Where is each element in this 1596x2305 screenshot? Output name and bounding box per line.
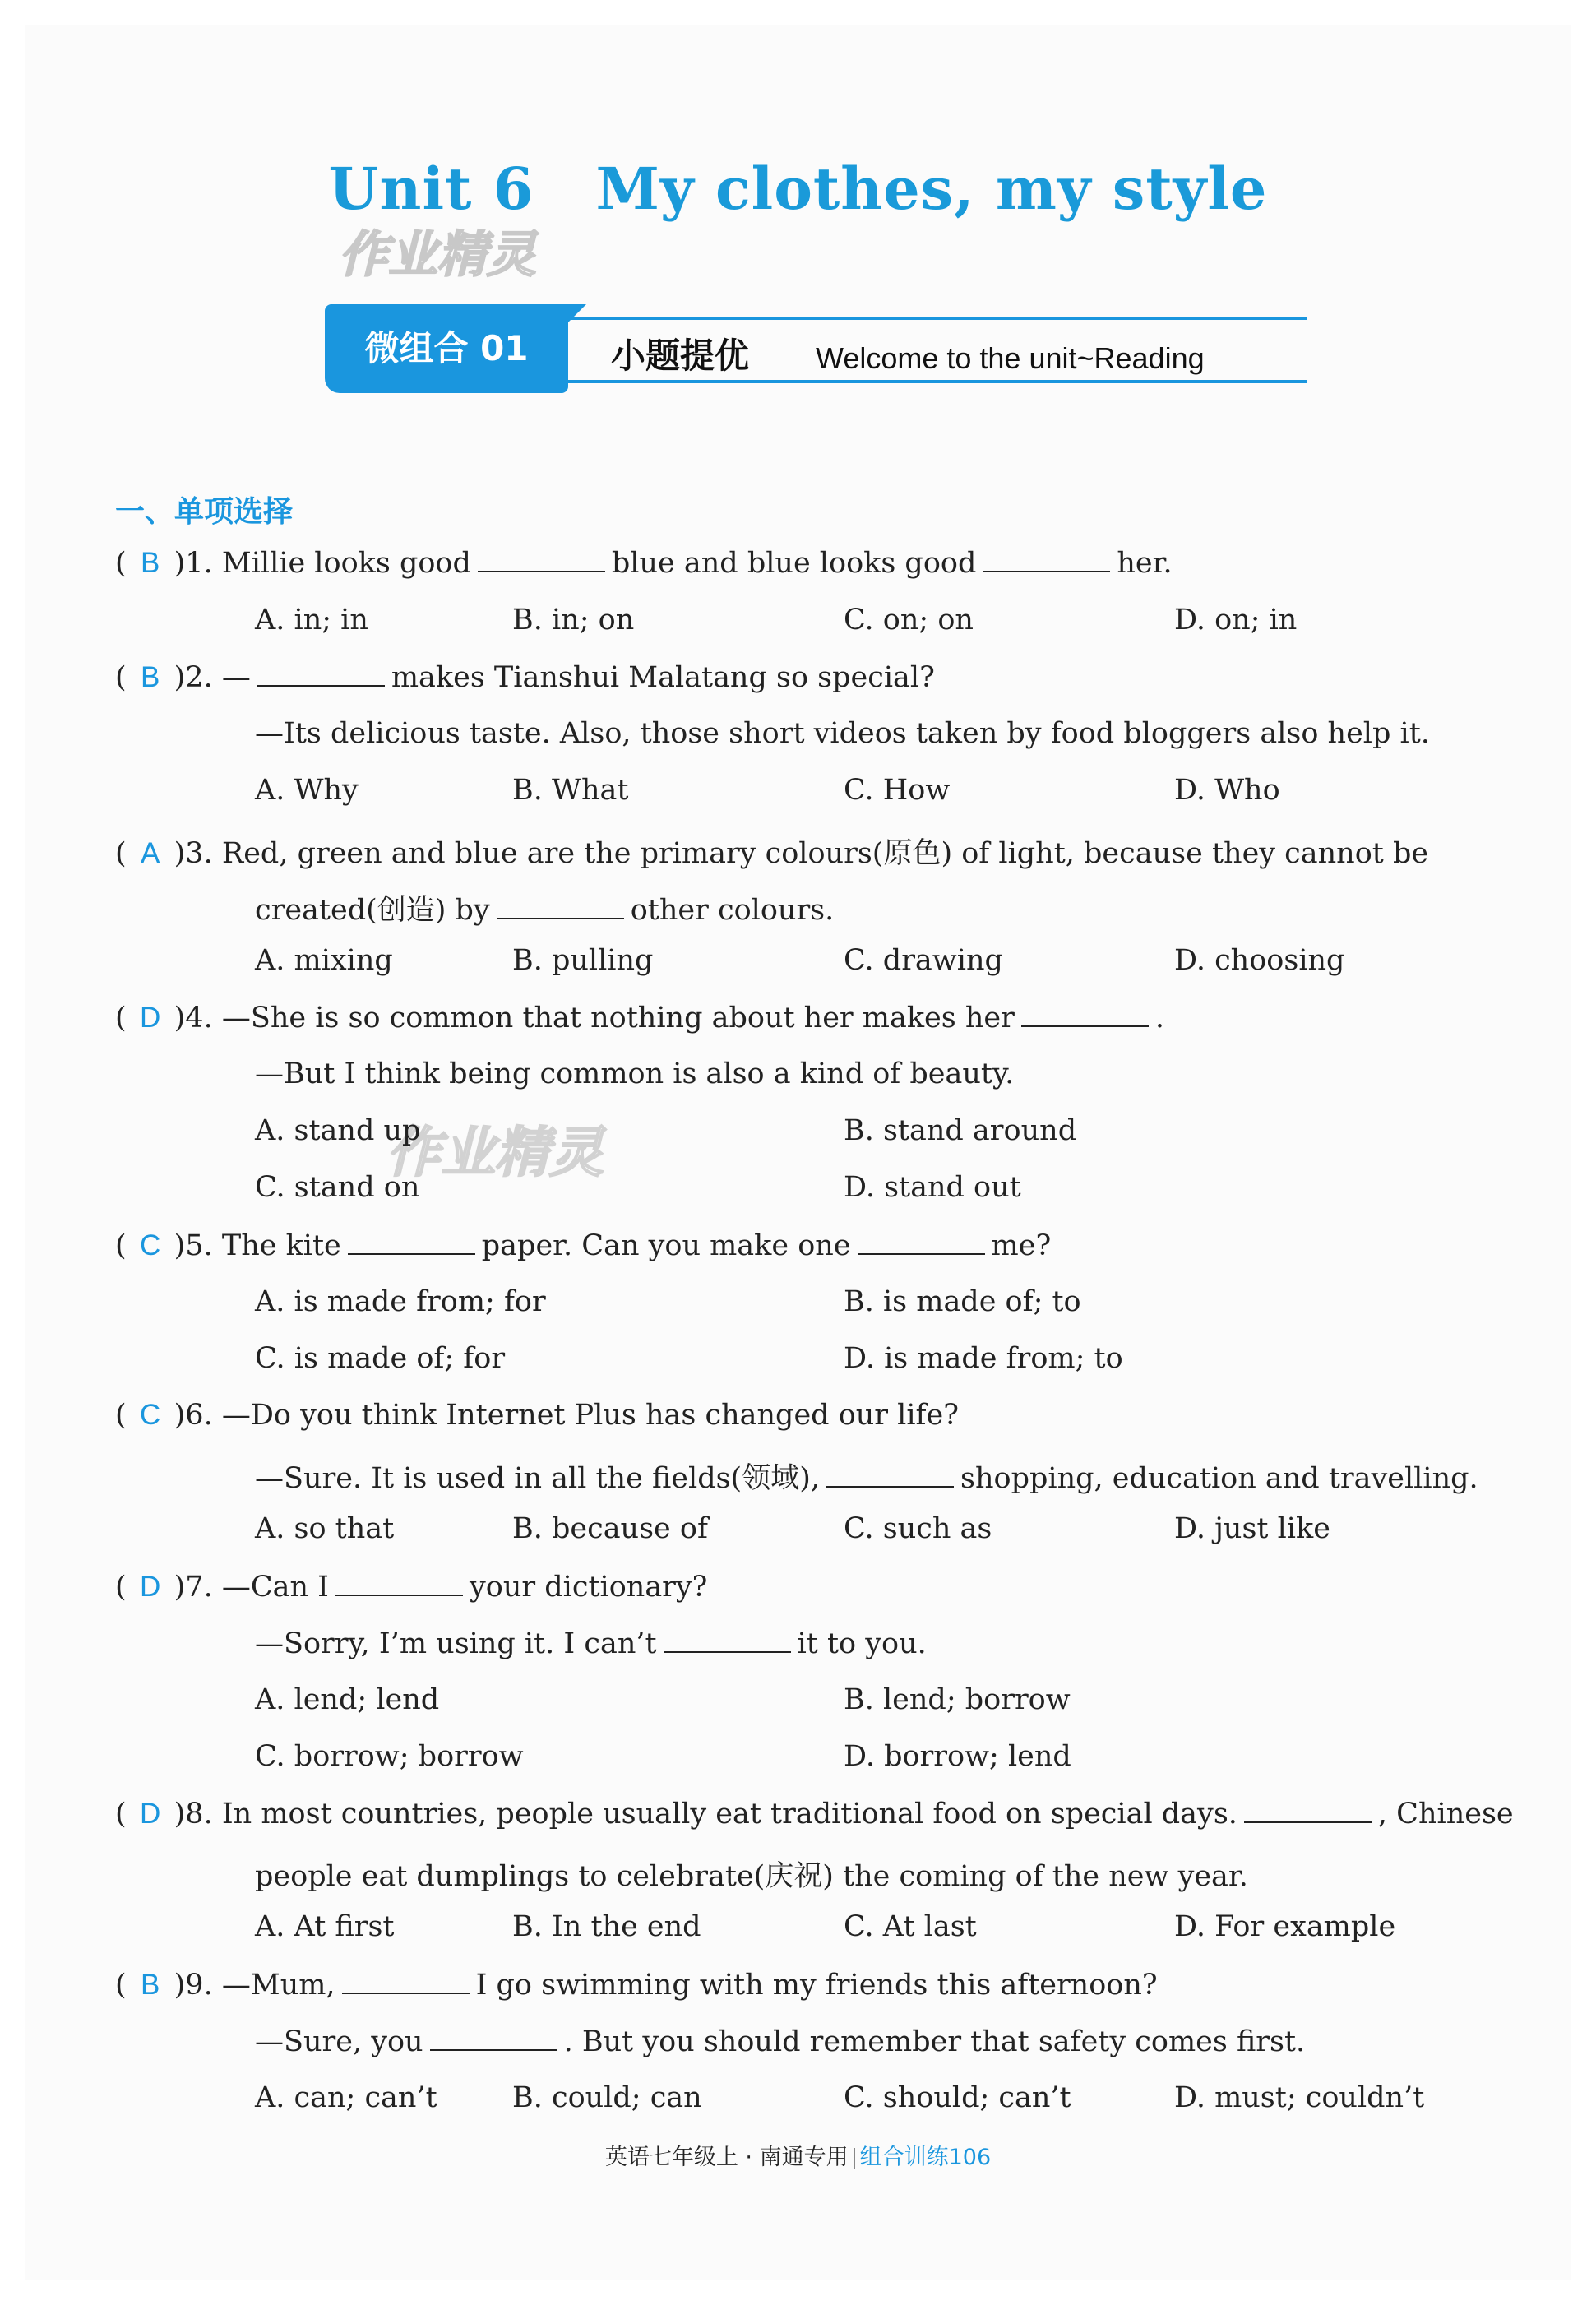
option: A. lend; lend — [255, 1683, 440, 1716]
option: A. so that — [255, 1512, 395, 1545]
blank — [342, 1968, 470, 1994]
part-heading: 一、单项选择 — [115, 495, 294, 529]
question-8: ( D )8. In most countries, people usually eat traditional food on special days. , Chinese — [115, 1798, 1514, 1831]
option: D. is made from; to — [844, 1342, 1123, 1375]
footer-section: 组合训练 — [859, 2145, 949, 2170]
option: B. could; can — [512, 2081, 702, 2114]
page-footer — [0, 2139, 1596, 2171]
question-1: ( B )1. Millie looks good blue and blue looks good her. — [115, 547, 1173, 580]
banner-rule-top — [568, 317, 1307, 320]
question-2-line-2: —Its delicious taste. Also, those short videos taken by food bloggers also help it. — [255, 717, 1430, 750]
answer-6: C — [140, 1399, 161, 1431]
blank — [478, 546, 605, 572]
option: D. Who — [1174, 774, 1280, 807]
option: C. borrow; borrow — [255, 1740, 524, 1773]
option: B. pulling — [512, 944, 654, 977]
option: B. lend; borrow — [844, 1683, 1071, 1716]
option: C. is made of; for — [255, 1342, 506, 1375]
blank — [826, 1461, 954, 1488]
option: B. stand around — [844, 1114, 1077, 1147]
question-9: ( B )9. —Mum, I go swimming with my friends this afternoon? — [115, 1969, 1158, 2002]
blank — [335, 1570, 463, 1596]
option: A. can; can’t — [255, 2081, 437, 2114]
option: A. At first — [255, 1910, 395, 1943]
blank — [497, 893, 624, 919]
answer-2: B — [140, 661, 160, 693]
answer-9: B — [140, 1969, 160, 2001]
section-banner — [325, 304, 1307, 395]
question-8-line-2: people eat dumplings to celebrate(庆祝) the coming of the new year. — [255, 1860, 1248, 1893]
answer-5: C — [140, 1229, 161, 1261]
blank — [1244, 1797, 1372, 1823]
option: A. Why — [255, 774, 359, 807]
banner-rule-bottom — [568, 380, 1307, 383]
option: B. in; on — [512, 604, 635, 636]
blank — [858, 1229, 985, 1255]
section-en-title: Welcome to the unit~Reading — [816, 341, 1205, 375]
question-5: ( C )5. The kite paper. Can you make one me? — [115, 1229, 1052, 1262]
answer-4: D — [140, 1002, 161, 1034]
option: C. drawing — [844, 944, 1003, 977]
section-tag: 微组合 01 — [325, 304, 568, 393]
blank — [257, 660, 385, 687]
option: C. At last — [844, 1910, 977, 1943]
blank — [664, 1627, 791, 1653]
section-cn-title: 小题提优 — [611, 336, 750, 376]
option: B. What — [512, 774, 629, 807]
footer-divider — [854, 2148, 855, 2169]
page-number: 106 — [948, 2145, 992, 2170]
question-7-line-2: —Sorry, I’m using it. I can’t it to you. — [255, 1627, 927, 1660]
blank — [348, 1229, 475, 1255]
watermark-logo-middle: 作业精灵 — [386, 1121, 604, 1184]
option: C. on; on — [844, 604, 974, 636]
blank — [1021, 1001, 1149, 1027]
question-7: ( D )7. —Can I your dictionary? — [115, 1571, 708, 1604]
option: A. in; in — [255, 604, 368, 636]
option: D. borrow; lend — [844, 1740, 1071, 1773]
blank — [983, 546, 1110, 572]
option: D. choosing — [1174, 944, 1345, 977]
option: D. For example — [1174, 1910, 1396, 1943]
watermark-logo: 作业精灵 — [339, 226, 536, 284]
footer-book-title: 英语七年级上 · 南通专用 — [604, 2145, 849, 2170]
option: D. stand out — [844, 1171, 1021, 1204]
question-4: ( D )4. —She is so common that nothing about her makes her . — [115, 1002, 1164, 1034]
answer-8: D — [140, 1798, 161, 1830]
question-6: ( C )6. —Do you think Internet Plus has changed our life? — [115, 1399, 959, 1432]
option: C. How — [844, 774, 951, 807]
unit-number: Unit 6 — [328, 155, 534, 223]
answer-1: B — [140, 547, 160, 579]
option: A. stand up — [255, 1114, 421, 1147]
option: B. In the end — [512, 1910, 701, 1943]
option: C. such as — [844, 1512, 992, 1545]
answer-3: A — [140, 837, 160, 869]
option: D. must; couldn’t — [1174, 2081, 1425, 2114]
option: D. just like — [1174, 1512, 1330, 1545]
option: B. because of — [512, 1512, 708, 1545]
question-3: ( A )3. Red, green and blue are the primary colours(原色) of light, because they cannot be — [115, 837, 1429, 870]
option: C. stand on — [255, 1171, 420, 1204]
option: A. mixing — [255, 944, 393, 977]
unit-title — [0, 155, 1596, 223]
option: B. is made of; to — [844, 1285, 1081, 1318]
option: A. is made from; for — [255, 1285, 546, 1318]
option: C. should; can’t — [844, 2081, 1071, 2114]
question-4-line-2: —But I think being common is also a kind of beauty. — [255, 1058, 1015, 1090]
unit-name: My clothes, my style — [595, 155, 1268, 223]
question-3-line-2: created(创造) by other colours. — [255, 894, 835, 927]
question-6-line-2: —Sure. It is used in all the fields(领域), shopping, education and travelling. — [255, 1462, 1478, 1495]
blank — [430, 2025, 557, 2051]
option: D. on; in — [1174, 604, 1298, 636]
answer-7: D — [140, 1571, 161, 1603]
question-2: ( B )2. — makes Tianshui Malatang so special? — [115, 661, 935, 694]
question-9-line-2: —Sure, you . But you should remember that safety comes first. — [255, 2025, 1306, 2058]
